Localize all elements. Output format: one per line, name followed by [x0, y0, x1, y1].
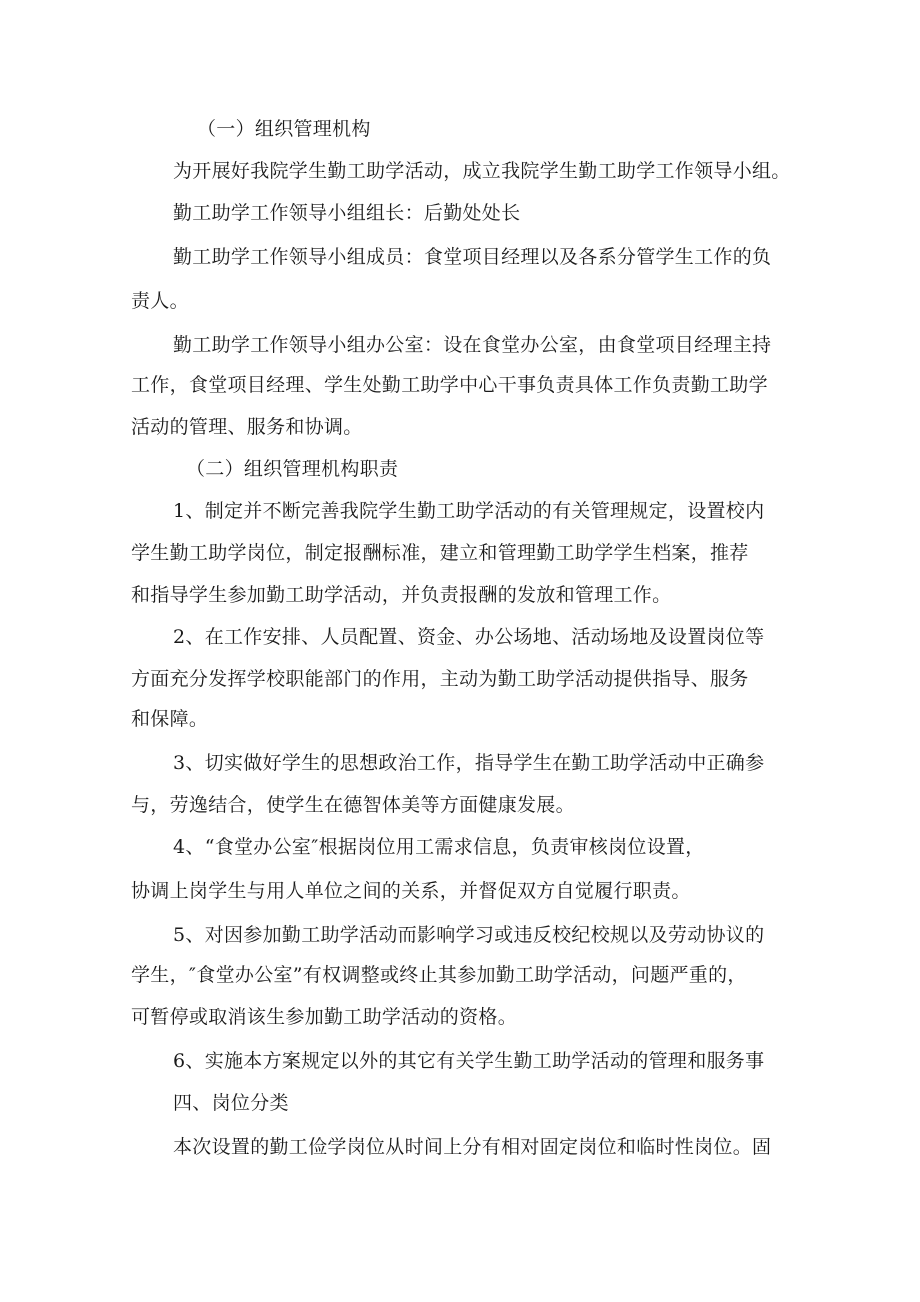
duty-5-line3: 可暂停或取消该生参加勤工助学活动的资格。	[131, 1006, 518, 1028]
paragraph-intro: 为开展好我院学生勤工助学活动，成立我院学生勤工助学工作领导小组。	[173, 160, 791, 182]
duty-1-line1: 1、制定并不断完善我院学生勤工助学活动的有关管理规定，设置校内	[173, 500, 765, 522]
duty-2-line3: 和保障。	[131, 708, 209, 730]
duty-1-line2: 学生勤工助学岗位，制定报酬标准，建立和管理勤工助学学生档案，推荐	[131, 542, 749, 564]
duty-5-line1: 5、对因参加勤工助学活动而影响学习或违反校纪校规以及劳动协议的	[173, 924, 765, 946]
paragraph-members-line2: 责人。	[131, 290, 189, 312]
duty-2-line1: 2、在工作安排、人员配置、资金、办公场地、活动场地及设置岗位等	[173, 626, 765, 648]
section-heading-duty: （二）组织管理机构职责	[186, 458, 399, 480]
paragraph-office-line2: 工作，食堂项目经理、学生处勤工助学中心干事负责具体工作负责勤工助学	[131, 374, 768, 396]
paragraph-office-line1: 勤工助学工作领导小组办公室：设在食堂办公室，由食堂项目经理主持	[173, 334, 772, 356]
paragraph-members-line1: 勤工助学工作领导小组成员：食堂项目经理以及各系分管学生工作的负	[173, 246, 772, 268]
duty-1-line3: 和指导学生参加勤工助学活动，并负责报酬的发放和管理工作。	[131, 584, 672, 606]
duty-5-line2: 学生，″食堂办公室”有权调整或终止其参加勤工助学活动，问题严重的，	[131, 964, 747, 986]
section-heading-org: （一）组织管理机构	[197, 118, 371, 140]
duty-3-line1: 3、切实做好学生的思想政治工作，指导学生在勤工助学活动中正确参	[173, 752, 765, 774]
section-heading-four: 四、岗位分类	[173, 1092, 289, 1114]
duty-2-line2: 方面充分发挥学校职能部门的作用，主动为勤工助学活动提供指导、服务	[131, 668, 749, 690]
paragraph-positions-line1: 本次设置的勤工俭学岗位从时间上分有相对固定岗位和临时性岗位。固	[173, 1136, 772, 1158]
duty-6-line1: 6、实施本方案规定以外的其它有关学生勤工助学活动的管理和服务事	[173, 1050, 765, 1072]
duty-3-line2: 与，劳逸结合，使学生在德智体美等方面健康发展。	[131, 794, 575, 816]
paragraph-leader: 勤工助学工作领导小组组长：后勤处处长	[173, 202, 521, 224]
duty-4-line1: 4、“食堂办公室″根据岗位用工需求信息，负责审核岗位设置，	[173, 836, 705, 858]
duty-4-line2: 协调上岗学生与用人单位之间的关系，并督促双方自觉履行职责。	[131, 880, 691, 902]
paragraph-office-line3: 活动的管理、服务和协调。	[131, 416, 363, 438]
